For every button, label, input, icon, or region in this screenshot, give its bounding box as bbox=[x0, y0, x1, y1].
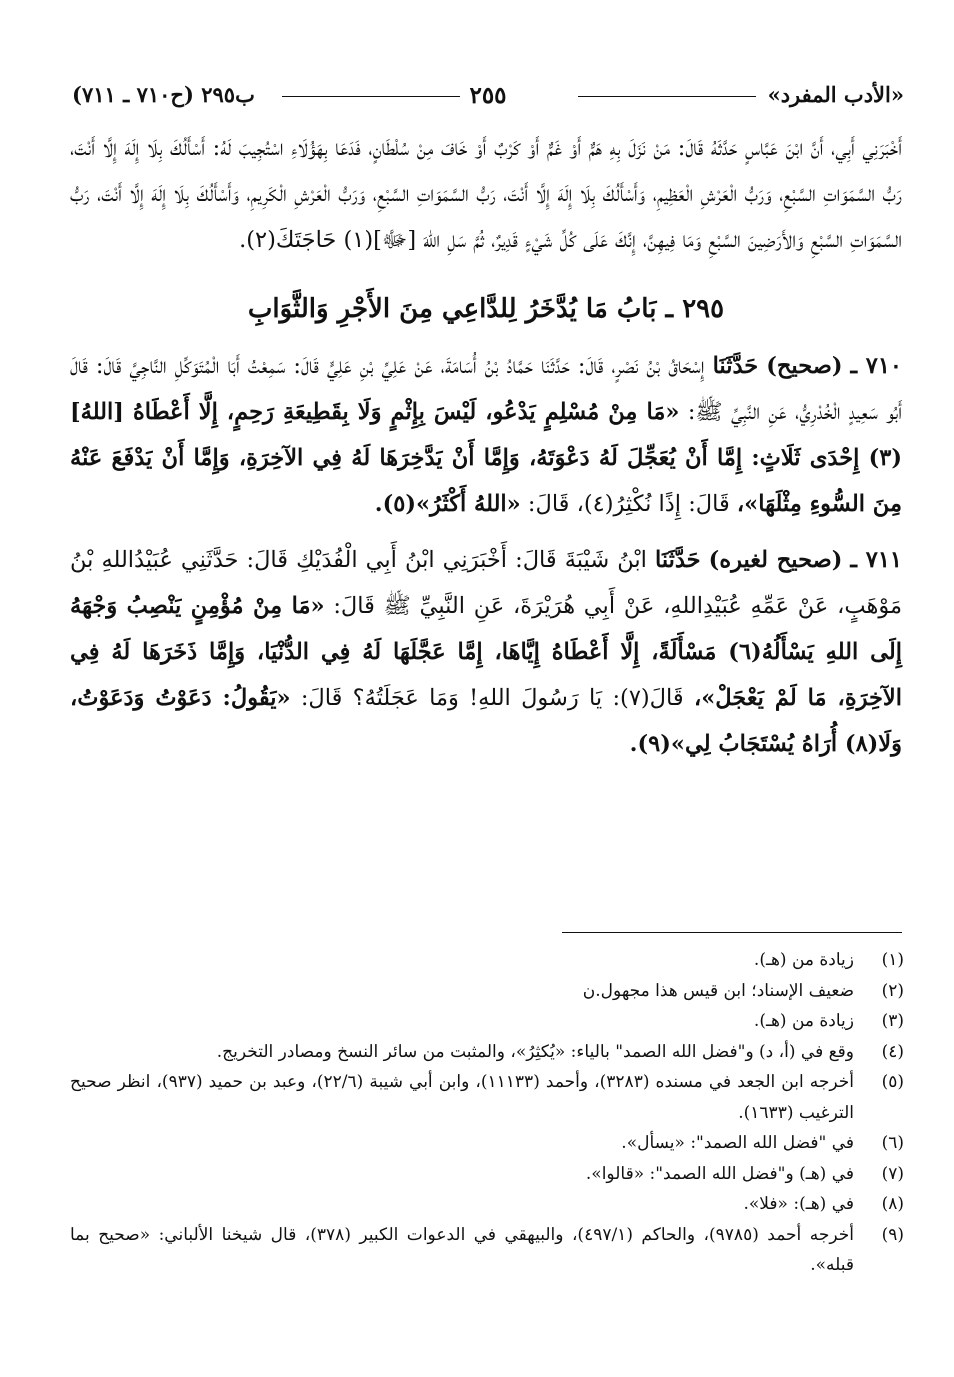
hadith-710 bbox=[70, 343, 902, 527]
hadith-matn: «مَا مِنْ مُؤْمِنٍ يَنْصِبُ وَجْهَهُ إِلَى اللهِ يَسْأَلُهُ(٦) مَسْأَلَةً، إِلَّا أَعْطَاهُ إِيَّاهَا، إِمَّا عَجَّلَهَا لَهُ فِي الدُّنْيَا، وَإِمَّا ذَخَرَهَا لَهُ فِي الآخِرَةِ، مَا لَمْ يَعْجَلْ»، bbox=[70, 593, 903, 711]
footnote-number: (٢) bbox=[881, 980, 904, 1001]
footnote-number: (٩) bbox=[881, 1224, 904, 1245]
main-text bbox=[70, 125, 902, 767]
footnote bbox=[70, 1128, 904, 1159]
hadith-haddathana: حَدَّثَنَا bbox=[712, 353, 759, 379]
footnote bbox=[70, 1037, 904, 1068]
footnote-text: زيادة من (هـ). bbox=[753, 950, 854, 970]
chapter-title: ٢٩٥ ـ بَابُ مَا يُدَّخَرُ لِلدَّاعِي مِنَ الأَجْرِ وَالثَّوَابِ bbox=[247, 294, 725, 324]
header-rule-right bbox=[578, 96, 756, 97]
hadith-middle: قَالَ(٧): يَا رَسُولَ اللهِ! وَمَا عَجَلَتُهُ؟ قَالَ: bbox=[300, 685, 684, 711]
footnote-text: في "فضل الله الصمد": «يسأل». bbox=[621, 1133, 854, 1153]
hadith-final-matn: «يَقُولُ: دَعَوْتُ وَدَعَوْتُ، وَلَا(٨) أُرَاهُ يُسْتَجَابُ لِي»(٩). bbox=[70, 685, 902, 757]
footnotes bbox=[70, 945, 904, 1281]
footnote bbox=[70, 976, 904, 1007]
hadith-grade: (صحيح) bbox=[766, 353, 843, 379]
header-section-ref: ب٢٩٥ (ح٧١٠ ـ ٧١١) bbox=[72, 82, 255, 107]
footnote bbox=[70, 1006, 904, 1037]
hadith-isnad: إِسْحَاقُ بْنُ نَصْرٍ، قَالَ: حَدَّثَنَا حَمَّادُ بْنُ أُسَامَةَ، عَنْ عَلِيِّ بْنِ عَلِيٍّ قَالَ: سَمِعْتُ أَبَا الْمُتَوَكِّلِ النَّاجِيَّ قَالَ: قَالَ أَبُو سَعِيدٍ الْخُدْرِيُّ، عَنِ النَّبِيِّ ﷺ: bbox=[70, 353, 902, 425]
hadith-number: ٧١١ ـ bbox=[850, 547, 902, 573]
intro-paragraph: أَخْبَرَنِي أَبِي، أَنَّ ابْنَ عَبَّاسٍ حَدَّثَهُ قَالَ: مَنْ نَزَلَ بِهِ هَمٌّ أَوْ غَمٌّ أَوْ كَرْبٌ أَوْ خَافَ مِنْ سُلْطَانٍ، فَدَعَا بِهَؤُلَاءِ اسْتُجِيبَ لَهُ: أَسْأَلُكَ بِلَا إِلَهَ إِلَّا أَنْتَ، رَبُّ السَّمَوَاتِ السَّبْعِ، وَرَبُّ الْعَرْشِ الْعَظِيمِ، وَأَسْأَلُكَ بِلَا إِلَهَ إِلَّا أَنْتَ، رَبُّ السَّمَوَاتِ السَّبْعِ، وَرَبُّ الْعَرْشِ الْكَرِيمِ، وَأَسْأَلُكَ بِلَا إِلَهَ إِلَّا أَنْتَ، رَبُّ السَّمَوَاتِ السَّبْعِ وَالأَرَضِينَ السَّبْعِ وَمَا فِيهِنَّ، إِنَّكَ عَلَى كُلِّ شَيْءٍ قَدِيرٌ، ثُمَّ سَلِ اللهَ [ﷻ](١) حَاجَتَكَ(٢). bbox=[70, 135, 902, 253]
hadith-grade: (صحيح لغيره) bbox=[708, 547, 843, 573]
footnote-text: في (هـ): «فلا». bbox=[743, 1194, 854, 1214]
footnote bbox=[70, 1189, 904, 1220]
footnote-text: ضعيف الإسناد؛ ابن قيس هذا مجهول.ن bbox=[582, 980, 854, 1001]
footnote-separator bbox=[562, 932, 902, 933]
hadith-number: ٧١٠ ـ bbox=[850, 353, 903, 379]
footnote-text: وقع في (أ، د) و"فضل الله الصمد" بالياء: «يُكثِرُ»، والمثبت من سائر النسخ ومصادر التخريج. bbox=[216, 1041, 854, 1062]
footnote bbox=[70, 945, 904, 976]
footnote bbox=[70, 1220, 904, 1281]
footnote-text: أخرجه ابن الجعد في مسنده (٣٢٨٣)، وأحمد (١١١٣٣)، وابن أبي شيبة (٢٢/٦)، وعبد بن حميد (٩٣٧)، انظر صحيح الترغيب (١٦٣٣). bbox=[70, 1072, 854, 1123]
footnote-number: (٥) bbox=[881, 1072, 904, 1092]
hadith-final-matn: «اللهُ أَكْثَرُ»(٥). bbox=[374, 491, 521, 517]
footnote bbox=[70, 1159, 904, 1190]
footnote bbox=[70, 1067, 904, 1128]
footnote-number: (٦) bbox=[881, 1133, 904, 1153]
footnote-number: (٣) bbox=[881, 1011, 904, 1031]
hadith-haddathana: حَدَّثَنَا bbox=[654, 547, 701, 573]
hadith-matn: «مَا مِنْ مُسْلِمٍ يَدْعُو، لَيْسَ بِإِثْمٍ وَلَا بِقَطِيعَةِ رَحِمٍ، إِلَّا أَعْطَاهُ [اللهُ](٣) إِحْدَى ثَلَاثٍ: إِمَّا أَنْ يُعَجِّلَ لَهُ دَعْوَتَهُ، وَإِمَّا أَنْ يَدَّخِرَهَا لَهُ فِي الآخِرَةِ، وَإِمَّا أَنْ يَدْفَعَ عَنْهُ مِنَ السُّوءِ مِثْلَهَا»، bbox=[70, 399, 902, 517]
running-header bbox=[72, 82, 904, 122]
header-book-title: «الأدب المفرد» bbox=[767, 82, 904, 107]
footnote-number: (٨) bbox=[881, 1194, 904, 1214]
footnote-number: (٤) bbox=[881, 1041, 904, 1062]
header-rule-left bbox=[282, 96, 460, 97]
hadith-isnad: ابْنُ شَيْبَةَ قَالَ: أَخْبَرَنِي ابْنُ أَبِي الْفُدَيْكِ قَالَ: حَدَّثَنِي عُبَيْدُاللهِ بْنُ مَوْهَبٍ، عَنْ عَمِّهِ عُبَيْدِاللهِ، عَنْ أَبِي هُرَيْرَةَ، عَنِ النَّبِيِّ ﷺ قَالَ: bbox=[70, 547, 903, 619]
footnote-number: (٧) bbox=[881, 1163, 904, 1184]
footnote-text: أخرجه أحمد (٩٧٨٥)، والحاكم (٤٩٧/١)، والبيهقي في الدعوات الكبير (٣٧٨)، قال شيخنا الألباني: «صحيح بما قبله». bbox=[70, 1224, 854, 1275]
hadith-ending: قَالَ: إِذًا نُكْثِرُ(٤)، قَالَ: bbox=[527, 491, 730, 517]
hadith-711 bbox=[70, 537, 902, 767]
footnote-text: في (هـ) و"فضل الله الصمد": «قالوا». bbox=[585, 1163, 854, 1184]
footnote-number: (١) bbox=[881, 950, 904, 970]
footnote-text: زيادة من (هـ). bbox=[753, 1011, 854, 1031]
header-page-number: ٢٥٥ bbox=[469, 82, 507, 109]
